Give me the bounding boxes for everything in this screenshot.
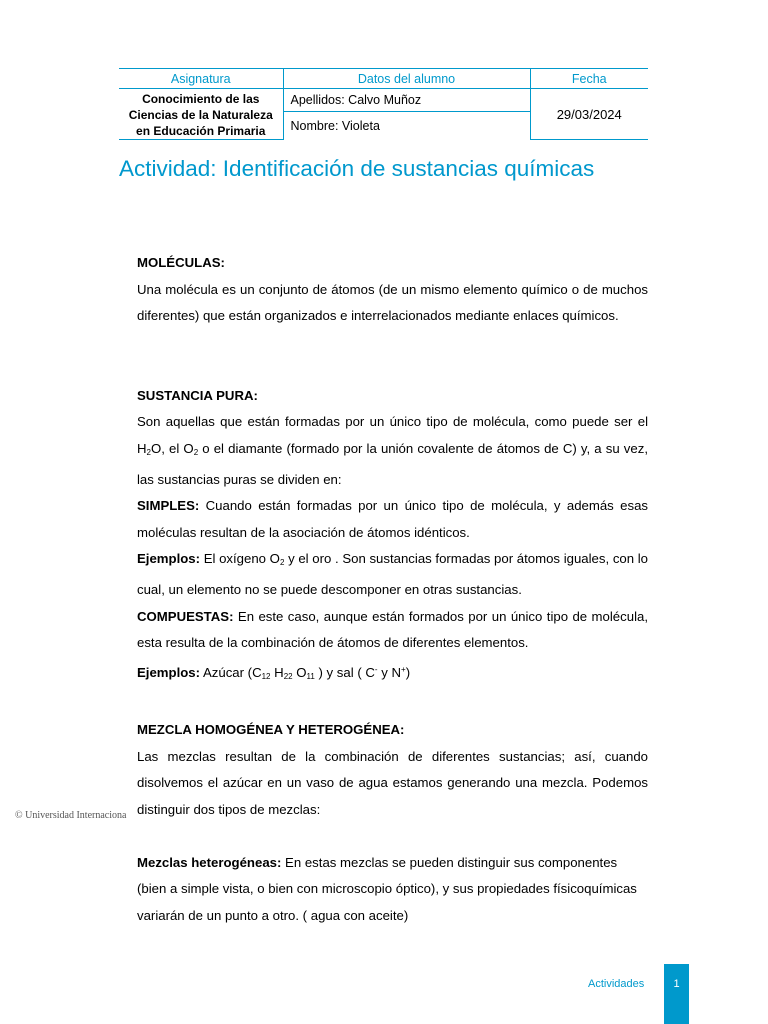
examples-compound: Ejemplos: Azúcar ($C_{12}$ $H_{22}$ $O_{11}$ ) y sal ( C- y N+)	[137, 664, 411, 681]
header-date-label: Fecha	[530, 69, 648, 89]
pure-text: Son aquellas que están formadas por un único tipo de molécula, como puede ser el $H_2O$, el $O_2$ o el diamante (formado por la unión covalente de átomos de C) y, a su vez, las sustancias puras se dividen en:	[137, 414, 648, 487]
page-number-box	[664, 964, 689, 1024]
header-table	[119, 68, 648, 140]
pure-heading: SUSTANCIA PURA:	[137, 387, 258, 403]
mix-text: Las mezclas resultan de la combinación de diferentes sustancias; así, cuando disolvemos el azúcar en un vaso de agua estamos generando una mezcla. Podemos distinguir dos tipos de mezclas:	[137, 748, 648, 817]
page-number: 1	[673, 978, 680, 990]
simple-text: SIMPLES: Cuando están formadas por un único tipo de molécula, y además esas moléculas resultan de la asociación de átomos idénticos.	[137, 498, 648, 540]
compound-text: COMPUESTAS: En este caso, aunque están formados por un único tipo de molécula, esta resulta de la combinación de átomos de diferentes elementos.	[137, 608, 648, 651]
student-name: Nombre: Violeta	[283, 112, 530, 140]
header-student-label: Datos del alumno	[283, 69, 530, 89]
student-surname: Apellidos: Calvo Muñoz	[283, 89, 530, 112]
footer-label: Actividades	[588, 978, 645, 990]
subject-name: Conocimiento de las Ciencias de la Naturaleza en Educación Primaria	[119, 89, 283, 140]
molecules-heading: MOLÉCULAS:	[137, 255, 225, 270]
copyright-watermark: © Universidad Internaciona	[15, 810, 127, 821]
hetero-text: Mezclas heterogéneas: En estas mezclas se pueden distinguir sus componentes (bien a simple vista, o bien con microscopio óptico), y sus propiedades físicoquímicas variarán de un punto a otro. ( agua con aceite)	[137, 854, 637, 924]
page-title: Actividad: Identificación de sustancias químicas	[119, 156, 595, 181]
header-subject-label: Asignatura	[119, 69, 283, 89]
document-body	[137, 250, 648, 930]
date-value: 29/03/2024	[530, 89, 648, 140]
mix-heading: MEZCLA HOMOGÉNEA Y HETEROGÉNEA:	[137, 721, 405, 737]
examples-simple: Ejemplos: El oxígeno $O_2$ y el oro . Son sustancias formadas por átomos iguales, con lo cual, un elemento no se puede descomponer en otras sustancias.	[137, 551, 649, 597]
molecules-text: Una molécula es un conjunto de átomos (de un mismo elemento químico o de muchos diferentes) que están organizados e interrelacionados mediante enlaces químicos.	[137, 281, 648, 324]
